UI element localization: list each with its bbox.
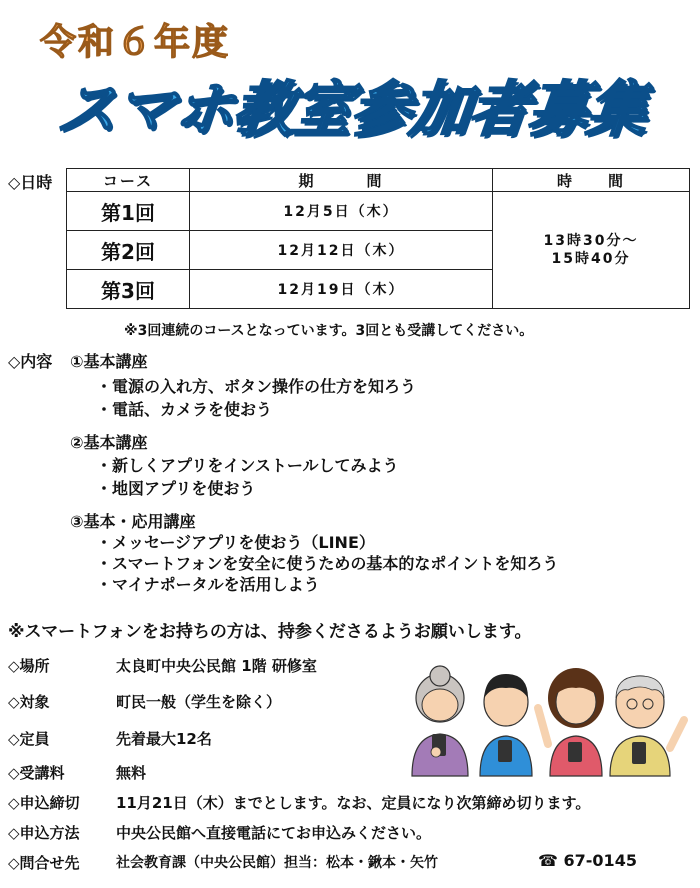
section-title: ③基本・応用講座 [70, 512, 196, 531]
time-cell [493, 192, 690, 309]
contact-value: 社会教育課（中央公民館）担当：松本・鍬本・矢竹 [116, 855, 438, 871]
table-row [67, 192, 690, 231]
list-item: ・地図アプリを使おう [96, 479, 256, 498]
schedule-label: ◇日時 [8, 173, 53, 192]
place-value: 太良町中央公民館 1階 研修室 [116, 657, 317, 675]
time-line1: 13時30分～ [543, 233, 639, 249]
section-title: ②基本講座 [70, 433, 148, 452]
header-period: 期 間 [190, 169, 493, 192]
page-title: スマホ教室参加者募集 [53, 75, 650, 145]
phone-number: 67-0145 [563, 851, 637, 870]
boy-figure [480, 674, 532, 776]
date-cell: 12月12日（木） [190, 231, 493, 270]
apply-label: ◇申込方法 [8, 824, 80, 842]
date-cell: 12月19日（木） [190, 270, 493, 309]
deadline-label: ◇申込締切 [8, 794, 80, 812]
list-item: ・新しくアプリをインストールしてみよう [96, 456, 399, 475]
list-item: ・メッセージアプリを使おう（LINE） [96, 533, 375, 552]
list-item: ・電話、カメラを使おう [96, 400, 273, 419]
apply-value: 中央公民館へ直接電話にてお申込みください。 [116, 824, 432, 842]
header-course: コース [67, 169, 190, 192]
phone-line [538, 851, 637, 870]
phone-icon: ☎ [538, 851, 558, 870]
girl-figure [538, 668, 604, 776]
time-line2: 15時40分 [551, 251, 631, 267]
deadline-value: 11月21日（木）までとします。なお、定員になり次第締め切ります。 [116, 794, 591, 812]
list-item: ・スマートフォンを安全に使うための基本的なポイントを知ろう [96, 554, 559, 573]
fee-value: 無料 [116, 764, 147, 782]
list-item: ・マイナポータルを活用しよう [96, 575, 320, 594]
course-cell: 第3回 [67, 270, 190, 309]
capacity-label: ◇定員 [8, 730, 50, 748]
list-item: ・電源の入れ方、ボタン操作の仕方を知ろう [96, 377, 417, 396]
course-cell: 第1回 [67, 192, 190, 231]
schedule-table [66, 168, 690, 309]
section-title: ①基本講座 [70, 352, 148, 371]
bring-note: ※スマートフォンをお持ちの方は、持参くださるようお願いします。 [8, 622, 532, 642]
place-label: ◇場所 [8, 657, 50, 675]
grandpa-figure [610, 676, 684, 776]
target-label: ◇対象 [8, 693, 50, 711]
year-heading: 令和６年度 [40, 22, 231, 63]
target-value: 町民一般（学生を除く） [116, 693, 282, 711]
grandma-figure [412, 666, 468, 776]
fee-label: ◇受講料 [8, 764, 65, 782]
header-time: 時 間 [493, 169, 690, 192]
course-cell: 第2回 [67, 231, 190, 270]
date-cell: 12月5日（木） [190, 192, 493, 231]
contact-label: ◇問合せ先 [8, 854, 80, 872]
contents-label: ◇内容 [8, 352, 53, 371]
people-with-smartphones-illustration [402, 658, 692, 778]
schedule-note: ※3回連続のコースとなっています。3回とも受講してください。 [124, 323, 534, 339]
capacity-value: 先着最大12名 [116, 730, 212, 748]
